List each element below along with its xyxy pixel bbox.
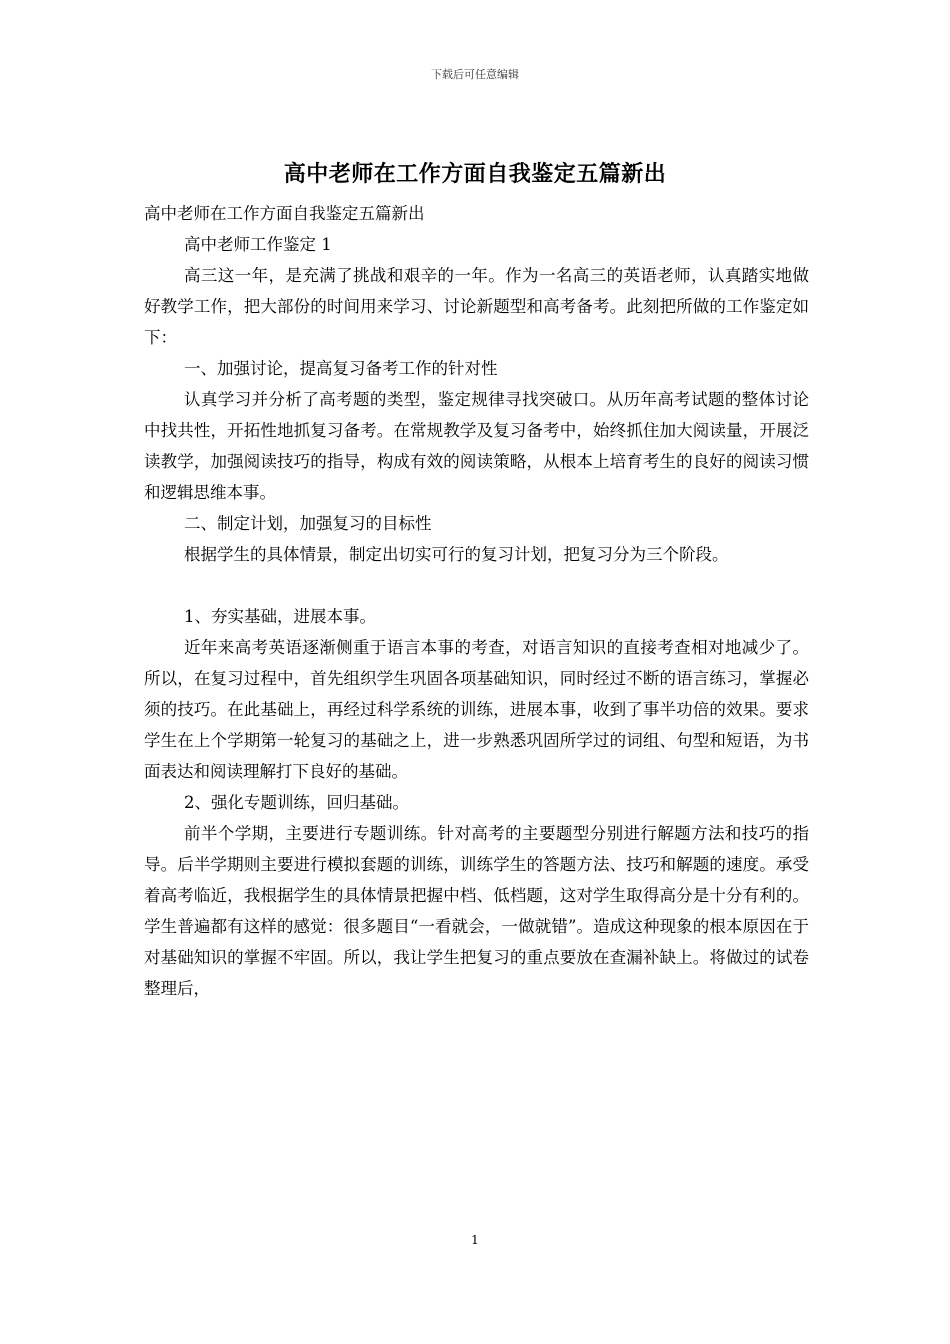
paragraph: 根据学生的具体情景，制定出切实可行的复习计划，把复习分为三个阶段。 [184,545,729,564]
section-heading: 2、强化专题训练，回归基础。 [184,793,409,812]
document-body [144,198,809,1004]
section-heading: 高中老师工作鉴定 1 [184,235,332,254]
paragraph: 近年来高考英语逐渐侧重于语言本事的考查，对语言知识的直接考查相对地减少了。所以，在复习过程中，首先组织学生巩固各项基础知识，同时经过不断的语言练习，掌握必须的技巧。在此基础上，再经过科学系统的训练，进展本事，收到了事半功倍的效果。要求学生在上个学期第一轮复习的基础之上，进一步熟悉巩固所学过的词组、句型和短语，为书面表达和阅读理解打下良好的基础。 [144,638,809,781]
document-title: 高中老师在工作方面自我鉴定五篇新出 [283,161,667,187]
paragraph: 高三这一年，是充满了挑战和艰辛的一年。作为一名高三的英语老师，认真踏实地做好教学工作，把大部份的时间用来学习、讨论新题型和高考备考。此刻把所做的工作鉴定如下： [144,266,809,347]
page-number: 1 [471,1233,479,1247]
section-heading: 1、夯实基础，进展本事。 [184,607,376,626]
section-heading: 一、加强讨论，提高复习备考工作的针对性 [184,359,498,378]
subtitle-line: 高中老师在工作方面自我鉴定五篇新出 [144,204,425,223]
section-heading: 二、制定计划，加强复习的目标性 [184,514,432,533]
page-header-note: 下载后可任意编辑 [431,68,519,81]
paragraph: 前半个学期，主要进行专题训练。针对高考的主要题型分别进行解题方法和技巧的指导。后半学期则主要进行模拟套题的训练，训练学生的答题方法、技巧和解题的速度。承受着高考临近，我根据学生的具体情景把握中档、低档题，这对学生取得高分是十分有利的。学生普遍都有这样的感觉：很多题目“一看就会，一做就错”。造成这种现象的根本原因在于对基础知识的掌握不牢固。所以，我让学生把复习的重点要放在查漏补缺上。将做过的试卷整理后， [144,824,809,998]
paragraph: 认真学习并分析了高考题的类型，鉴定规律寻找突破口。从历年高考试题的整体讨论中找共性，开拓性地抓复习备考。在常规教学及复习备考中，始终抓住加大阅读量，开展泛读教学，加强阅读技巧的指导，构成有效的阅读策略，从根本上培育考生的良好的阅读习惯和逻辑思维本事。 [144,390,809,502]
